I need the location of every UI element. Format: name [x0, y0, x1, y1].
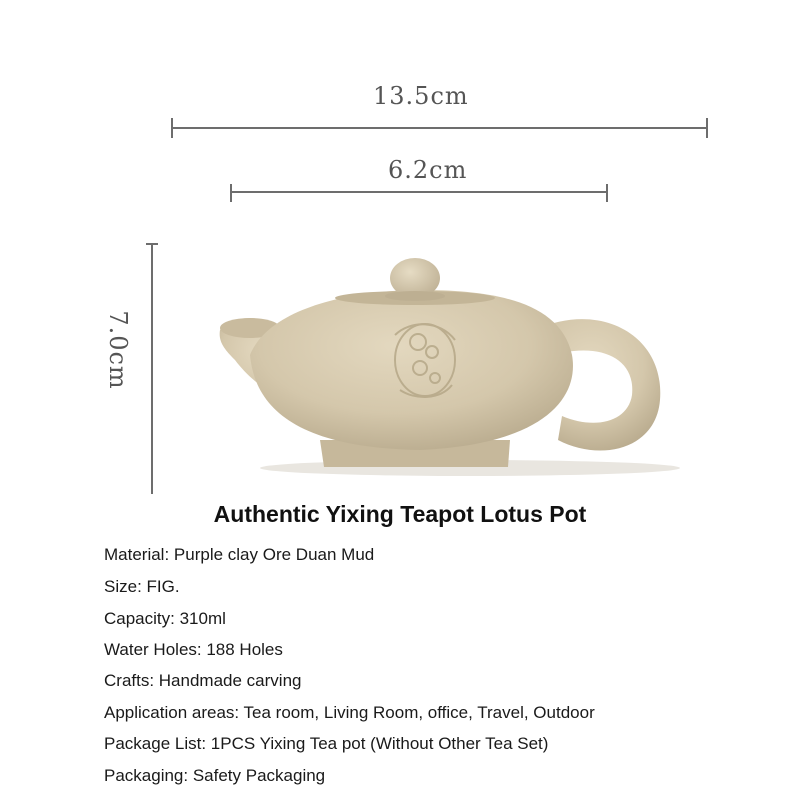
width-body-line	[230, 191, 608, 193]
spec-material: Material: Purple clay Ore Duan Mud	[104, 545, 375, 564]
width-total-tick-right	[706, 118, 708, 138]
width-body-label: 6.2cm	[388, 156, 468, 184]
spec-crafts: Crafts: Handmade carving	[104, 671, 302, 690]
height-tick-top	[146, 243, 158, 245]
teapot-image	[180, 250, 680, 480]
spec-packaging: Packaging: Safety Packaging	[104, 766, 326, 785]
width-body-tick-right	[606, 184, 608, 202]
width-total-tick-left	[171, 118, 173, 138]
width-total-label: 13.5cm	[373, 82, 469, 110]
spec-application-areas: Application areas: Tea room, Living Room, office, Travel, Outdoor	[104, 703, 595, 722]
width-body-tick-left	[230, 184, 232, 202]
spec-size: Size: FIG.	[104, 577, 180, 596]
spec-package-list: Package List: 1PCS Yixing Tea pot (Without Other Tea Set)	[104, 734, 549, 753]
width-total-line	[172, 127, 708, 129]
spec-capacity: Capacity: 310ml	[104, 609, 226, 628]
height-label: 7.0cm	[104, 310, 132, 390]
spec-water-holes: Water Holes: 188 Holes	[104, 640, 283, 659]
product-title: Authentic Yixing Teapot Lotus Pot	[213, 501, 587, 527]
height-line	[151, 244, 153, 494]
